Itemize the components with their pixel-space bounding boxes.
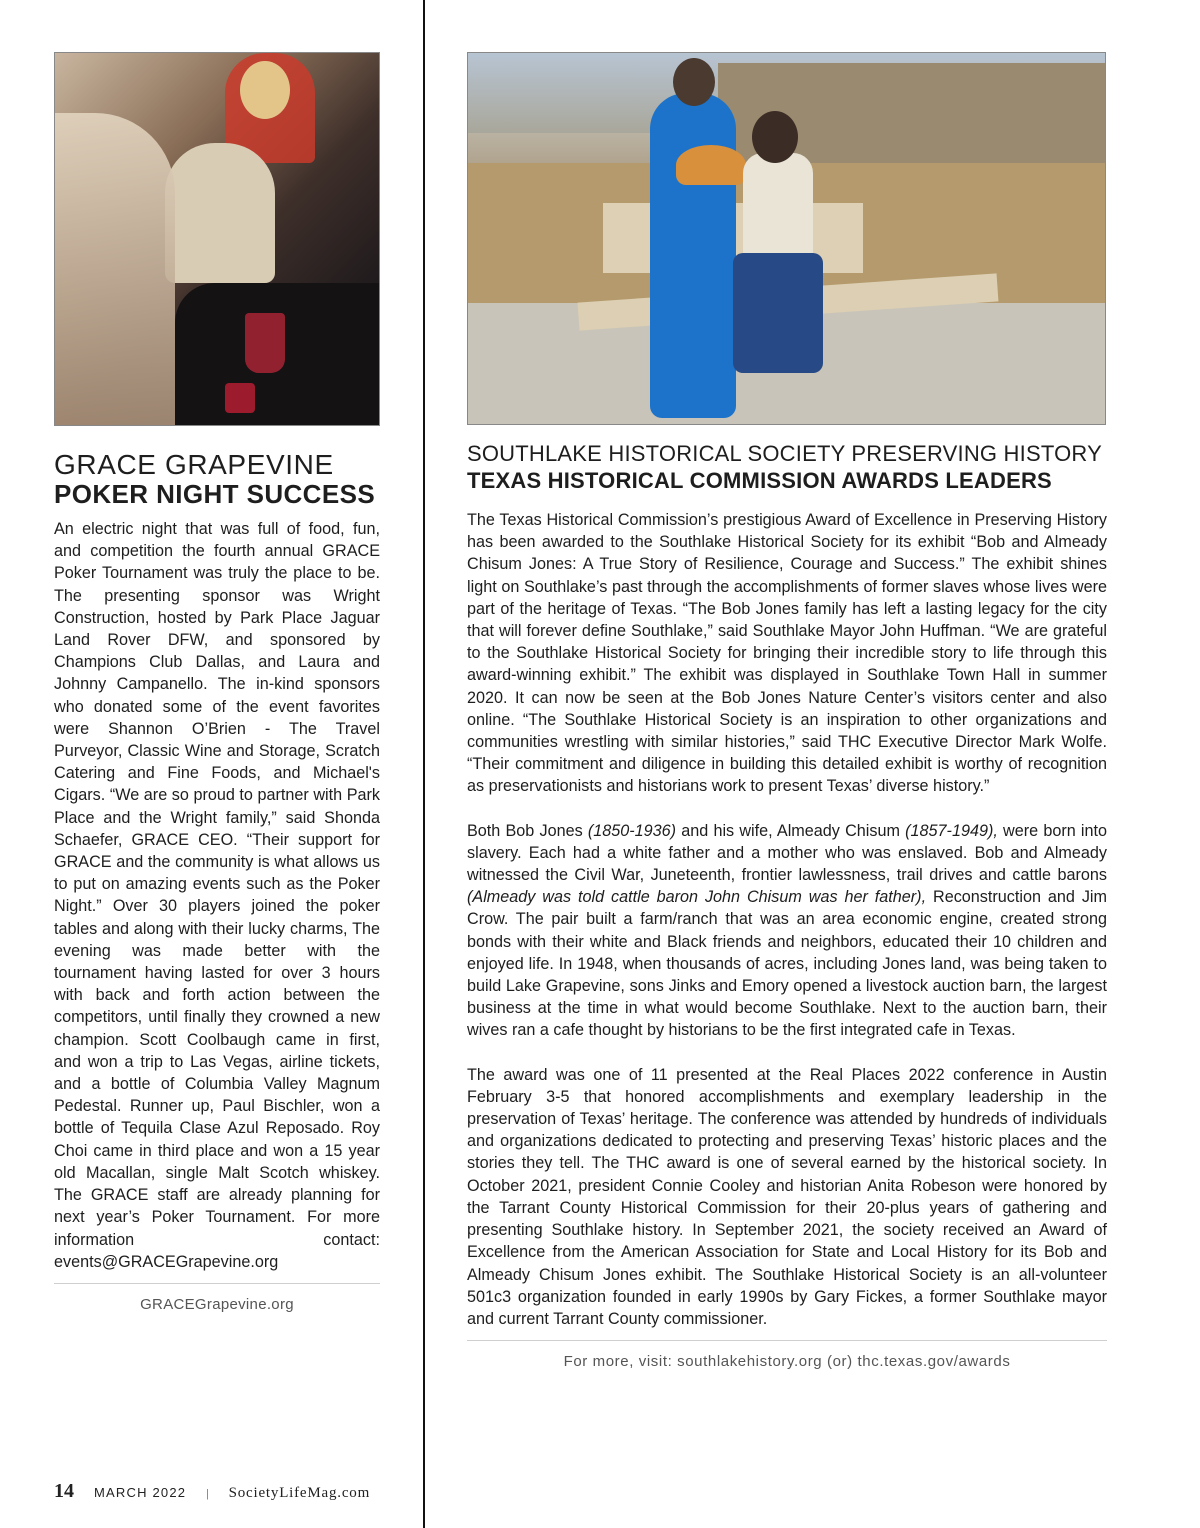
woman-statue-blue-dress-shape [650, 93, 736, 418]
man-statue-head-shape [752, 111, 798, 163]
cocktail-glass-shape [225, 383, 255, 413]
page-number: 14 [54, 1480, 74, 1502]
poker-night-photo [54, 52, 380, 426]
p2-text-d: Reconstruction and Jim Crow. The pair built a farm/ranch that was an area economic engine, created strong bonds with their white and Black friends and neighbors, educated their 10 children and enjoyed life. In 1948, when thousands of acres, including Jones land, was being taken to build Lake Grapevine, sons Jinks and Emory opened a livestock auction barn, the largest business at the time in what would become Southlake. Next to the auction barn, their wives ran a cafe thought by historians to be the first integrated cafe in Texas. [467, 888, 1107, 1040]
p2-chisum-aside: (Almeady was told cattle baron John Chisum was her father), [467, 888, 927, 907]
peach-basket-shape [676, 145, 746, 185]
p2-text-b: and his wife, Almeady Chisum [676, 821, 906, 840]
p2-almeady-dates: (1857-1949), [905, 821, 998, 840]
woman-statue-head-shape [673, 58, 715, 106]
left-headline: POKER NIGHT SUCCESS [54, 479, 376, 509]
right-divider [467, 1340, 1107, 1341]
left-body-paragraph: An electric night that was full of food, fun, and competition the fourth annual GRACE Poker Tournament was truly the place to be. The presenting sponsor was Wright Construction, hosted by Park Place Jaguar Land Rover DFW, and sponsored by Champions Club Dallas, and Laura and Johnny Campanello. The in-kind sponsors who donated some of the event favorites were Shannon O’Brien - The Travel Purveyor, Classic Wine and Storage, Scratch Catering and Fine Foods, and Michael's Cigars. “We are so proud to partner with Park Place and the Wright family,” said Shonda Schaefer, GRACE CEO. “Their support for GRACE and the community is what allows us to put on amazing events such as the Poker Night.” Over 30 players joined the poker tables and along with their lucky charms, The evening was made better with the tournament having lasted for over 3 hours with back and forth action between the competitors, until finally they crowned a new champion. Scott Coolbaugh came in first, and won a trip to Las Vegas, airline tickets, and a bottle of Columbia Valley Magnum Pedestal. Runner up, Paul Bischler, won a bottle of Tequila Clase Azul Reposado. Roy Choi came in third place and won a 15 year old Macallan, single Malt Scotch whiskey. The GRACE staff are already planning for next year’s Poker Tournament. For more information contact: events@GRACEGrapevine.org [54, 520, 380, 1271]
left-article [54, 52, 380, 1313]
statue-photo [467, 52, 1106, 425]
guest-blonde-hair-shape [240, 61, 290, 119]
right-headline: TEXAS HISTORICAL COMMISSION AWARDS LEADERS [467, 468, 1052, 493]
right-paragraph-1: The Texas Historical Commission’s prestigious Award of Excellence in Preserving History has been awarded to the Southlake Historical Society for its exhibit “Bob and Almeady Chisum Jones: A True Story of Resilience, Courage and Success.” The exhibit shines light on Southlake’s past through the accomplishments of former slaves whose lives were part of the heritage of Texas. “The Bob Jones family has left a lasting legacy for the city that will forever define Southlake,” said Southlake Mayor John Huffman. “We are grateful to the Southlake Historical Society for bringing their incredible story to life through this award-winning exhibit.” The exhibit was displayed in Southlake Town Hall in summer 2020. It can now be seen at the Bob Jones Nature Center’s visitors center and also online. “The Southlake Historical Society is an inspiration to other organizations and communities wrestling with similar histories,” said THC Executive Director Mark Wolfe. “Their commitment and diligence in building this detailed exhibit is worthy of recognition as preservationists and historians work to present Texas’ diverse history.” [467, 511, 1107, 796]
left-body [54, 518, 380, 1273]
grace-website-link[interactable]: GRACEGrapevine.org [140, 1295, 294, 1313]
page-footer [54, 1480, 370, 1503]
left-kicker: GRACE GRAPEVINE [54, 449, 334, 480]
p2-bob-dates: (1850-1936) [587, 821, 677, 840]
p2-text-c: were born into slavery. Each had a white father and a mother who was enslaved. Bob and Almeady witnessed the Civil War, Juneteenth, frontier lawlessness, trail drives and cattle barons [467, 821, 1108, 885]
p2-text-a: Both Bob Jones [467, 821, 588, 840]
issue-date: MARCH 2022 [94, 1485, 187, 1500]
right-kicker: SOUTHLAKE HISTORICAL SOCIETY PRESERVING HISTORY [467, 441, 1102, 466]
wine-glass-shape [245, 313, 285, 373]
right-article [467, 52, 1107, 1370]
right-body [467, 509, 1107, 1330]
magazine-website[interactable]: SocietyLifeMag.com [228, 1485, 371, 1501]
column-divider-rule [423, 0, 425, 1528]
guest-cream-jacket-shape [165, 143, 275, 283]
footer-separator: | [206, 1486, 209, 1500]
right-paragraph-3: The award was one of 11 presented at the Real Places 2022 conference in Austin February 3-5 that honored accomplishments and exemplary leadership in the preservation of Texas’ heritage. The conference was attended by hundreds of individuals and organizations dedicated to protecting and preserving Texas’ historic places and the stories they tell. The THC award is one of several earned by the historical society. In October 2021, president Connie Cooley and historian Anita Robeson were honored by the Tarrant County Historical Commission for their 20-plus years of gathering and presenting Southlake history. In September 2021, the society received an Award of Excellence from the American Association for State and Local History for its Bob and Almeady Chisum Jones exhibit. The Southlake Historical Society is an all-volunteer 501c3 organization founded in early 1990s by Gary Fickes, a former Southlake mayor and current Tarrant County commissioner. [467, 1065, 1107, 1328]
more-info-links[interactable]: For more, visit: southlakehistory.org (or) thc.texas.gov/awards [563, 1353, 1011, 1371]
man-statue-shirt-shape [743, 153, 813, 263]
man-statue-pants-shape [733, 253, 823, 373]
foreground-guests-shape [55, 113, 175, 425]
right-paragraph-2 [467, 820, 1107, 1042]
left-divider [54, 1283, 380, 1284]
